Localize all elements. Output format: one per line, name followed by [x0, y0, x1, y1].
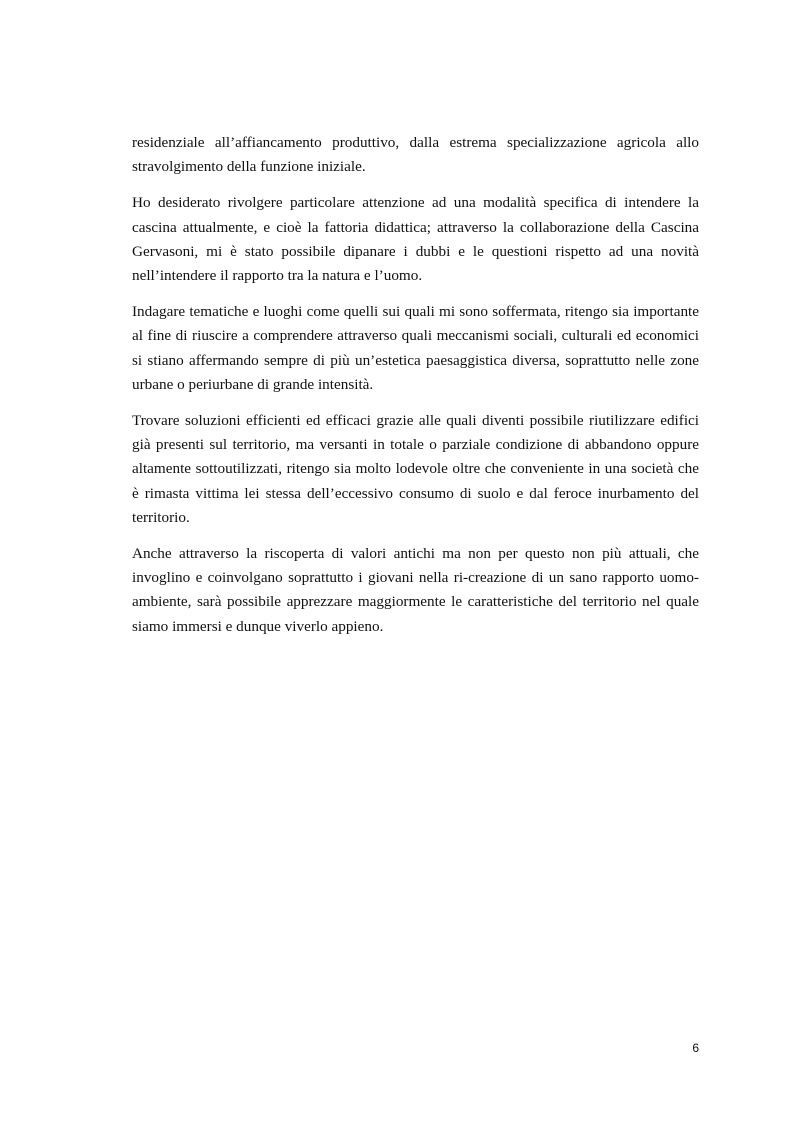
paragraph-4: Trovare soluzioni efficienti ed efficaci grazie alle quali diventi possibile riutilizzare edifici già presenti sul territorio, ma versanti in totale o parziale condizione di abbandono oppure altamente sottoutilizzati, ritengo sia molto lodevole oltre che conveniente in una società che è rimasta vittima lei stessa dell’eccessivo consumo di suolo e dal feroce inurbamento del territorio. — [132, 412, 699, 526]
paragraph-3: Indagare tematiche e luoghi come quelli sui quali mi sono soffermata, ritengo sia importante al fine di riuscire a comprendere attraverso quali meccanismi sociali, culturali ed economici si stiano affermando sempre di più un’estetica paesaggistica diversa, soprattutto nelle zone urbane o periurbane di grande intensità. — [132, 303, 699, 393]
paragraph-2: Ho desiderato rivolgere particolare attenzione ad una modalità specifica di intendere la cascina attualmente, e cioè la fattoria didattica; attraverso la collaborazione della Cascina Gervasoni, mi è stato possibile dipanare i dubbi e le questioni rispetto ad una novità nell’intendere il rapporto tra la natura e l’uomo. — [132, 194, 699, 285]
page-body — [132, 131, 699, 651]
page-number: 6 — [692, 1041, 699, 1055]
paragraph-5: Anche attraverso la riscoperta di valori antichi ma non per questo non più attuali, che invoglino e coinvolgano soprattutto i giovani nella ri-creazione di un sano rapporto uomo-ambiente, sarà possibile apprezzare maggiormente le caratteristiche del territorio nel quale siamo immersi e dunque viverlo appieno. — [132, 545, 699, 635]
paragraph-1: residenziale all’affiancamento produttivo, dalla estrema specializzazione agricola allo stravolgimento della funzione iniziale. — [132, 134, 699, 176]
